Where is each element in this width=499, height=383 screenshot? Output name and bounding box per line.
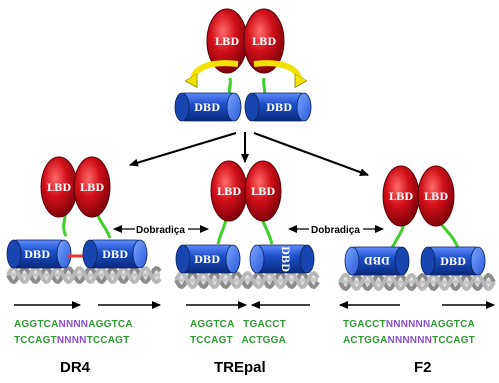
hinge-label: Dobradiça — [136, 225, 185, 236]
lbd-label: LBD — [46, 183, 72, 194]
svg-text:DBD: DBD — [266, 103, 292, 114]
seq-top: AGGTCA TGACCT — [190, 319, 287, 330]
lbd-label: LBD — [216, 187, 242, 198]
seq-bottom: ACTGGANNNNNNTCCAGT — [343, 335, 475, 346]
lbd-label: LBD — [251, 37, 277, 48]
dbd-cylinder-flipped — [345, 247, 409, 275]
dbd-cylinder — [245, 93, 311, 121]
svg-text:DBD: DBD — [279, 246, 290, 272]
complex-trepal — [211, 161, 281, 244]
sequence-dr4 — [14, 319, 133, 376]
dbd-cylinder — [175, 93, 241, 121]
hinge-label: Dobradiça — [311, 225, 360, 236]
branch-arrows — [130, 132, 368, 175]
svg-text:DBD: DBD — [102, 250, 128, 261]
dbd-cylinder — [421, 247, 485, 275]
dbd-cylinder — [176, 245, 240, 273]
svg-text:DBD: DBD — [440, 257, 466, 268]
dbd-cylinder — [83, 240, 147, 268]
hinge-label-group — [289, 225, 383, 236]
svg-text:DBD: DBD — [364, 254, 390, 265]
dna-helix — [8, 268, 494, 289]
dbd-cylinder — [7, 240, 71, 268]
complex-dr4 — [41, 157, 110, 238]
sequence-f2 — [343, 319, 475, 376]
lbd-label: LBD — [250, 187, 276, 198]
seq-bottom: TCCAGTNNNNTCCAGT — [14, 335, 130, 346]
hinge-label-group — [114, 225, 208, 236]
svg-text:DBD: DBD — [194, 103, 220, 114]
complex-name: TREpal — [214, 359, 266, 376]
rotation-arrow — [254, 63, 299, 84]
lbd-label: LBD — [214, 37, 240, 48]
lbd-label: LBD — [388, 192, 414, 203]
complex-f2 — [383, 166, 458, 248]
lbd-label: LBD — [423, 192, 449, 203]
complex-name: F2 — [414, 359, 432, 376]
dbd-cylinder-flipped — [250, 245, 314, 273]
svg-text:DBD: DBD — [194, 255, 220, 266]
sequence-trepal — [190, 319, 286, 376]
seq-top: TGACCTNNNNNNAGGTCA — [343, 319, 475, 330]
arrow-to-dr4 — [130, 133, 236, 165]
complex-name: DR4 — [60, 359, 91, 376]
lbd-label: LBD — [79, 183, 105, 194]
top-dimer — [175, 9, 311, 121]
svg-text:DBD: DBD — [24, 250, 50, 261]
seq-bottom: TCCAGT ACTGGA — [190, 335, 287, 346]
seq-top: AGGTCANNNNAGGTCA — [14, 319, 133, 330]
